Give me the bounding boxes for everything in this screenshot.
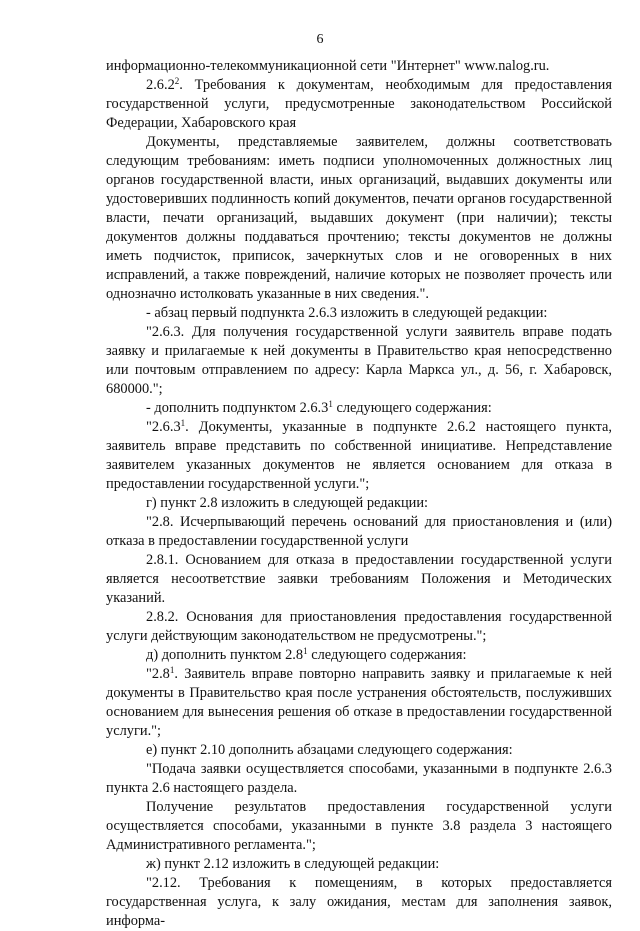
paragraph — [106, 798, 612, 855]
paragraph-text-continued: . Требования к документам, необходимым для предоставления государственной услуги, предусмотренные законодательством Российской Федерации, Хабаровского края — [106, 77, 612, 131]
paragraph — [106, 608, 612, 646]
paragraph-text: "2.12. Требования к помещениям, в которых предоставляется государственная услуга, к залу ожидания, местам для заполнения заявок, информа- — [106, 875, 612, 929]
document-body — [106, 57, 612, 931]
paragraph-text: д) дополнить пунктом 2.8 — [146, 647, 304, 663]
paragraph — [106, 304, 612, 323]
paragraph — [106, 418, 612, 494]
paragraph-text: "2.6.3. Для получения государственной услуги заявитель вправе подать заявку и прилагаемые к ней документы в Правительство края непосредственно или почтовым отправлением по адресу: Карла Маркса ул., д. 56, г. Хабаровск, 680000."; — [106, 324, 612, 397]
paragraph — [106, 494, 612, 513]
paragraph-text: 2.8.2. Основания для приостановления предоставления государственной услуги действующим законодательством не предусмотрены."; — [106, 609, 612, 644]
paragraph-text: - абзац первый подпункта 2.6.3 изложить в следующей редакции: — [146, 305, 548, 321]
paragraph — [106, 646, 612, 665]
paragraph — [106, 323, 612, 399]
paragraph-text: е) пункт 2.10 дополнить абзацами следующего содержания: — [146, 742, 513, 758]
paragraph-text-continued: следующего содержания: — [307, 647, 467, 663]
paragraph — [106, 551, 612, 608]
superscript: 1 — [328, 399, 333, 409]
paragraph — [106, 399, 612, 418]
paragraph — [106, 57, 612, 76]
superscript: 2 — [174, 76, 180, 86]
paragraph-text: информационно-телекоммуникационной сети "Интернет" www.nalog.ru. — [106, 58, 550, 74]
paragraph-text: "2.6.3 — [146, 419, 181, 435]
paragraph — [106, 760, 612, 798]
superscript: 1 — [303, 646, 308, 656]
paragraph-text-continued: . Документы, указанные в подпункте 2.6.2 настоящего пункта, заявитель вправе представить по собственной инициативе. Непредставление заявителем указанных документов не является основанием для отказа в предоставлении государственной услуги."; — [106, 419, 612, 492]
superscript: 1 — [180, 418, 186, 428]
paragraph — [106, 513, 612, 551]
paragraph-text: "2.8. Исчерпывающий перечень оснований для приостановления и (или) отказа в предоставлении государственной услуги — [106, 514, 612, 549]
paragraph-text-continued: следующего содержания: — [332, 400, 492, 416]
paragraph-text: г) пункт 2.8 изложить в следующей редакции: — [146, 495, 429, 511]
paragraph-text: - дополнить подпунктом 2.6.3 — [146, 400, 329, 416]
paragraph — [106, 855, 612, 874]
paragraph-text: "2.8 — [146, 666, 170, 682]
paragraph — [106, 76, 612, 133]
paragraph — [106, 665, 612, 741]
paragraph-text: 2.6.2 — [146, 77, 175, 93]
superscript: 1 — [169, 665, 175, 675]
paragraph — [106, 133, 612, 304]
paragraph-text-continued: . Заявитель вправе повторно направить заявку и прилагаемые к ней документы в Правительство края после устранения обстоятельств, послуживших основанием для вынесения решения об отказе в предоставлении государственной услуги."; — [106, 666, 612, 739]
paragraph — [106, 874, 612, 931]
paragraph — [106, 741, 612, 760]
paragraph-text: Получение результатов предоставления государственной услуги осуществляется способами, указанными в пункте 3.8 раздела 3 настоящего Административного регламента."; — [106, 799, 612, 853]
paragraph-text: "Подача заявки осуществляется способами, указанными в подпункте 2.6.3 пункта 2.6 настоящего раздела. — [106, 761, 612, 796]
paragraph-text: Документы, представляемые заявителем, должны соответствовать следующим требованиям: иметь подписи уполномоченных должностных лиц органов государственной власти, иных организаций, выдавших документы или удостоверивших подлинность копий документов, печати органов государственной власти, печати организаций, выдавших документ (при наличии); тексты документов должны поддаваться прочтению; тексты документов не должны иметь подчисток, приписок, зачеркнутых слов и не оговоренных в них исправлений, а также повреждений, наличие которых не позволяет прочесть или однозначно истолковать указанные в них сведения.". — [106, 134, 612, 302]
paragraph-text: 2.8.1. Основанием для отказа в предоставлении государственной услуги является несоответствие заявки требованиям Положения и Методических указаний. — [106, 552, 612, 606]
page-number: 6 — [316, 32, 324, 47]
paragraph-text: ж) пункт 2.12 изложить в следующей редакции: — [146, 856, 440, 872]
